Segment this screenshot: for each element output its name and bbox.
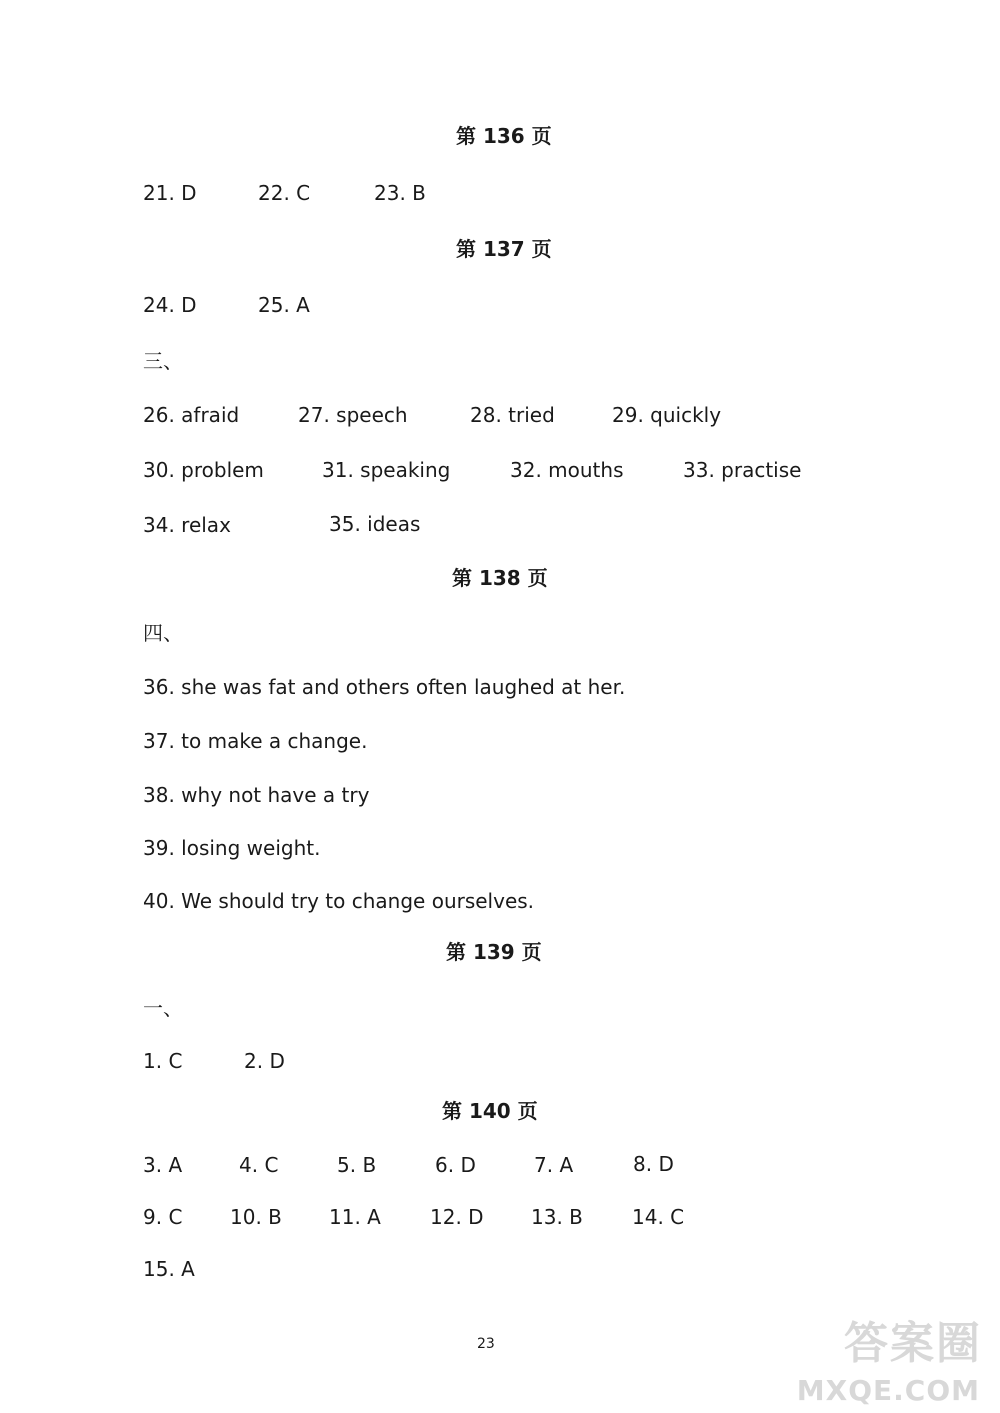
answer-39: 39. losing weight.	[143, 836, 321, 860]
answer-34: 34. relax	[143, 513, 231, 537]
answer-40: 40. We should try to change ourselves.	[143, 889, 535, 913]
answer-28: 28. tried	[470, 403, 555, 427]
answer-26: 26. afraid	[143, 403, 240, 427]
answer-36: 36. she was fat and others often laughed at her.	[143, 675, 626, 699]
answer-27: 27. speech	[298, 403, 408, 427]
page-138-heading: 第 138 页	[452, 566, 548, 590]
part-four-label: 四、	[143, 621, 183, 645]
page-137-heading: 第 137 页	[456, 237, 552, 261]
answer-37: 37. to make a change.	[143, 729, 368, 753]
part-three-label: 三、	[143, 349, 183, 373]
answer-1: 1. C	[143, 1049, 183, 1073]
answer-25: 25. A	[258, 293, 310, 317]
answer-3: 3. A	[143, 1153, 183, 1177]
answer-21: 21. D	[143, 181, 197, 205]
watermark	[742, 1319, 992, 1409]
answer-4: 4. C	[239, 1153, 279, 1177]
watermark-site-text: MXQE.COM	[796, 1374, 980, 1407]
page-140-heading: 第 140 页	[442, 1099, 538, 1123]
page-136-heading: 第 136 页	[456, 124, 552, 148]
answer-6: 6. D	[435, 1153, 476, 1177]
answer-22: 22. C	[258, 181, 311, 205]
answer-29: 29. quickly	[612, 403, 722, 427]
answer-33: 33. practise	[683, 458, 802, 482]
answer-12: 12. D	[430, 1205, 484, 1229]
part-one-label: 一、	[143, 996, 183, 1020]
page-139-heading: 第 139 页	[446, 940, 542, 964]
answer-30: 30. problem	[143, 458, 264, 482]
answer-32: 32. mouths	[510, 458, 624, 482]
answer-15: 15. A	[143, 1257, 195, 1281]
answer-23: 23. B	[374, 181, 426, 205]
answer-38: 38. why not have a try	[143, 783, 370, 807]
answer-9: 9. C	[143, 1205, 183, 1229]
answer-24: 24. D	[143, 293, 197, 317]
answer-2: 2. D	[244, 1049, 285, 1073]
answer-8: 8. D	[633, 1152, 674, 1176]
answer-13: 13. B	[531, 1205, 583, 1229]
answer-11: 11. A	[329, 1205, 381, 1229]
answer-10: 10. B	[230, 1205, 282, 1229]
page-number: 23	[477, 1336, 495, 1352]
answer-31: 31. speaking	[322, 458, 451, 482]
watermark-logo-text: 答案圈	[844, 1318, 982, 1369]
answer-35: 35. ideas	[329, 512, 421, 536]
answer-14: 14. C	[632, 1205, 685, 1229]
answer-7: 7. A	[534, 1153, 574, 1177]
answer-5: 5. B	[337, 1153, 377, 1177]
